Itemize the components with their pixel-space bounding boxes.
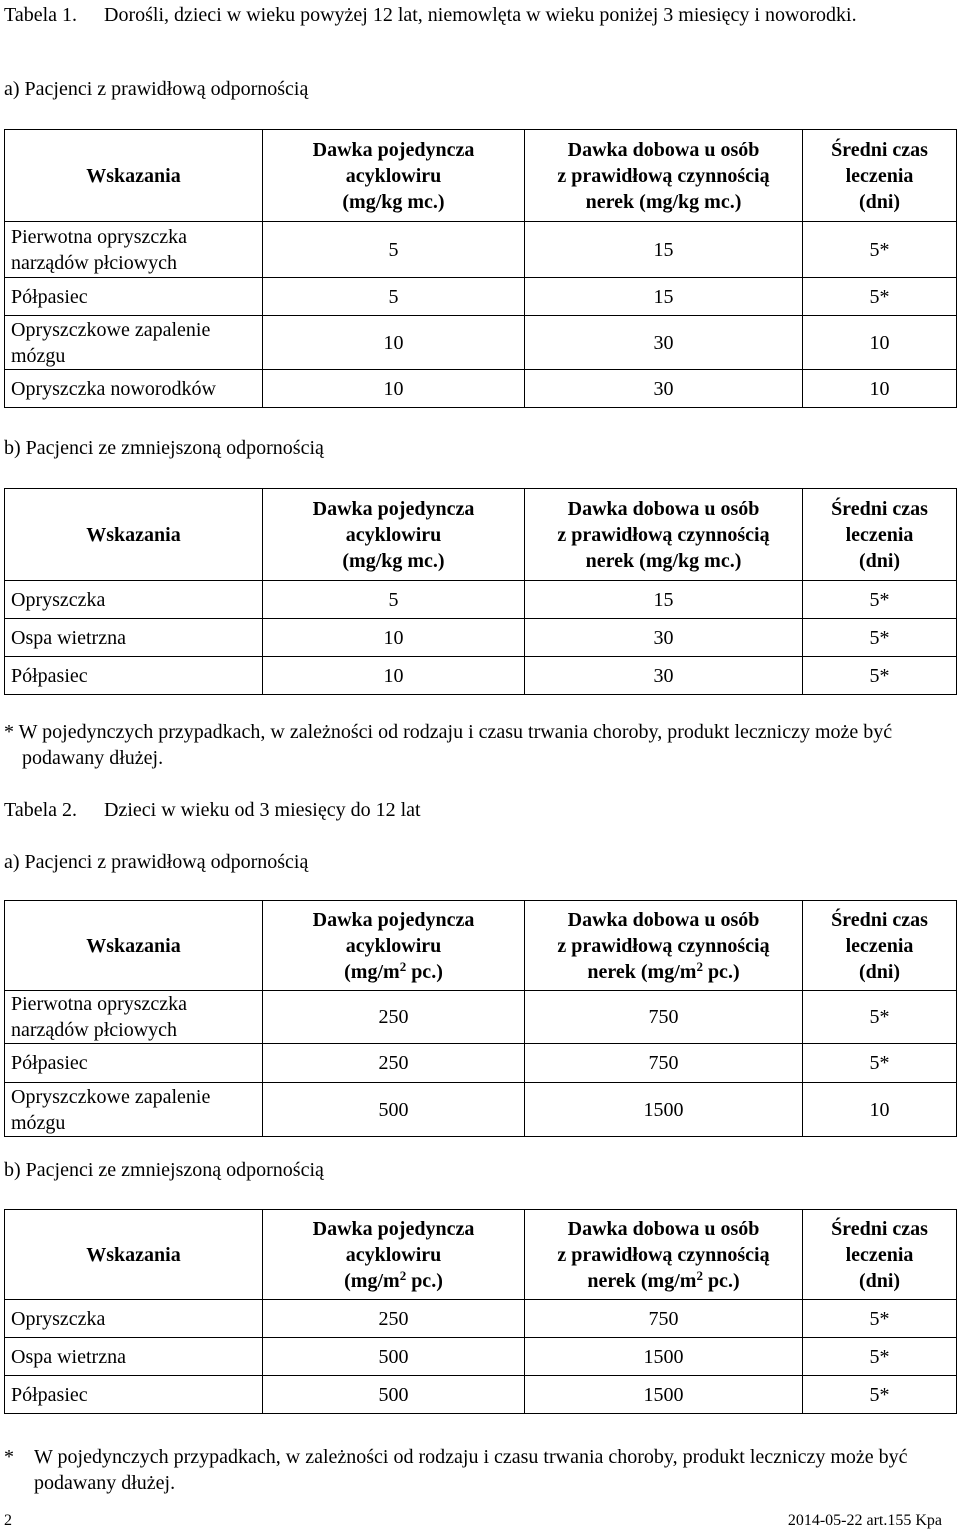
cell-single-dose: 10 (263, 370, 525, 408)
cell-indication: Półpasiec (5, 657, 263, 695)
table1-caption-label: Tabela 1. (4, 4, 78, 26)
table-row (5, 316, 957, 370)
table2-a (4, 900, 957, 1137)
cell-indication: Ospa wietrzna (5, 619, 263, 657)
cell-duration: 5* (803, 1376, 957, 1414)
table1-section-b-title: b) Pacjenci ze zmniejszoną odpornością (4, 437, 324, 459)
cell-duration: 5* (803, 1044, 957, 1083)
cell-single-dose: 500 (263, 1338, 525, 1376)
table-header-row (5, 489, 957, 581)
header-daily-dose: Dawka dobowa u osób z prawidłową czynnością nerek ($mg/m^2$ pc.) (525, 1210, 803, 1300)
cell-single-dose: 10 (263, 316, 525, 370)
cell-daily-dose: 15 (525, 222, 803, 278)
header-daily-dose: Dawka dobowa u osób z prawidłową czynnością nerek (mg/kg mc.) (525, 130, 803, 222)
table-row (5, 1300, 957, 1338)
cell-single-dose: 5 (263, 278, 525, 316)
cell-daily-dose: 750 (525, 1300, 803, 1338)
table1-section-a-title: a) Pacjenci z prawidłową odpornością (4, 78, 309, 100)
cell-indication: Pierwotna opryszczka narządów płciowych (5, 222, 263, 278)
table2-caption-text: Dzieci w wieku od 3 miesięcy do 12 lat (104, 799, 421, 821)
table1-caption (4, 2, 954, 28)
table2-section-a-title: a) Pacjenci z prawidłową odpornością (4, 851, 309, 873)
table2-section-b-title: b) Pacjenci ze zmniejszoną odpornością (4, 1159, 324, 1181)
table2-footnote (4, 1444, 949, 1496)
table-row (5, 222, 957, 278)
cell-indication: Opryszczka noworodków (5, 370, 263, 408)
cell-single-dose: 5 (263, 581, 525, 619)
header-single-dose: Dawka pojedyncza acyklowiru (mg/kg mc.) (263, 489, 525, 581)
table-row (5, 1338, 957, 1376)
footnote-text: W pojedynczych przypadkach, w zależności od rodzaju i czasu trwania choroby, produkt leczniczy może być podawany dłużej. (34, 1446, 908, 1494)
cell-duration: 10 (803, 316, 957, 370)
header-wskazania: Wskazania (5, 489, 263, 581)
cell-indication: Półpasiec (5, 1376, 263, 1414)
table-row (5, 370, 957, 408)
cell-indication: Ospa wietrzna (5, 1338, 263, 1376)
header-duration: Średni czas leczenia (dni) (803, 901, 957, 991)
cell-duration: 5* (803, 619, 957, 657)
cell-single-dose: 500 (263, 1083, 525, 1137)
header-daily-dose: Dawka dobowa u osób z prawidłową czynnością nerek ($mg/m^2$ pc.) (525, 901, 803, 991)
cell-single-dose: 5 (263, 222, 525, 278)
cell-daily-dose: 750 (525, 1044, 803, 1083)
header-wskazania: Wskazania (5, 901, 263, 991)
header-single-dose: Dawka pojedyncza acyklowiru ($mg/m^2$ pc.) (263, 901, 525, 991)
footnote-mark: * (4, 1446, 14, 1468)
table-row (5, 619, 957, 657)
cell-daily-dose: 30 (525, 619, 803, 657)
cell-daily-dose: 30 (525, 657, 803, 695)
table1-a (4, 129, 957, 408)
cell-indication: Półpasiec (5, 278, 263, 316)
header-wskazania: Wskazania (5, 1210, 263, 1300)
cell-daily-dose: 30 (525, 316, 803, 370)
cell-duration: 10 (803, 370, 957, 408)
table1-b (4, 488, 957, 695)
table1-caption-text: Dorośli, dzieci w wieku powyżej 12 lat, niemowlęta w wieku poniżej 3 miesięcy i noworodki. (104, 4, 857, 26)
cell-single-dose: 250 (263, 1044, 525, 1083)
cell-indication: Opryszczkowe zapalenie mózgu (5, 316, 263, 370)
header-daily-dose: Dawka dobowa u osób z prawidłową czynnością nerek (mg/kg mc.) (525, 489, 803, 581)
cell-indication: Półpasiec (5, 1044, 263, 1083)
cell-duration: 5* (803, 581, 957, 619)
table-row (5, 278, 957, 316)
header-single-dose: Dawka pojedyncza acyklowiru ($mg/m^2$ pc.) (263, 1210, 525, 1300)
page-number: 2 (4, 1512, 12, 1529)
table-header-row (5, 130, 957, 222)
cell-duration: 10 (803, 1083, 957, 1137)
table-row (5, 1044, 957, 1083)
header-single-dose: Dawka pojedyncza acyklowiru (mg/kg mc.) (263, 130, 525, 222)
cell-duration: 5* (803, 1338, 957, 1376)
document-reference: 2014-05-22 art.155 Kpa (787, 1512, 942, 1529)
table1-footnote: * W pojedynczych przypadkach, w zależności od rodzaju i czasu trwania choroby, produkt leczniczy może być podawany dłużej. (4, 721, 893, 769)
table-row (5, 1083, 957, 1137)
table-row (5, 991, 957, 1044)
cell-single-dose: 250 (263, 1300, 525, 1338)
table2-caption-label: Tabela 2. (4, 799, 78, 821)
cell-duration: 5* (803, 222, 957, 278)
cell-daily-dose: 15 (525, 581, 803, 619)
cell-single-dose: 10 (263, 657, 525, 695)
table-header-row (5, 1210, 957, 1300)
cell-single-dose: 500 (263, 1376, 525, 1414)
cell-duration: 5* (803, 657, 957, 695)
table2-caption (4, 797, 954, 823)
table-row (5, 581, 957, 619)
cell-duration: 5* (803, 991, 957, 1044)
cell-daily-dose: 15 (525, 278, 803, 316)
table-row (5, 657, 957, 695)
cell-indication: Opryszczka (5, 1300, 263, 1338)
header-wskazania: Wskazania (5, 130, 263, 222)
cell-indication: Opryszczka (5, 581, 263, 619)
cell-duration: 5* (803, 278, 957, 316)
header-duration: Średni czas leczenia (dni) (803, 130, 957, 222)
cell-single-dose: 10 (263, 619, 525, 657)
cell-daily-dose: 1500 (525, 1083, 803, 1137)
cell-daily-dose: 1500 (525, 1376, 803, 1414)
table-header-row (5, 901, 957, 991)
cell-indication: Opryszczkowe zapalenie mózgu (5, 1083, 263, 1137)
cell-duration: 5* (803, 1300, 957, 1338)
header-duration: Średni czas leczenia (dni) (803, 489, 957, 581)
table-row (5, 1376, 957, 1414)
header-duration: Średni czas leczenia (dni) (803, 1210, 957, 1300)
cell-indication: Pierwotna opryszczka narządów płciowych (5, 991, 263, 1044)
table2-b (4, 1209, 957, 1414)
cell-daily-dose: 30 (525, 370, 803, 408)
cell-daily-dose: 750 (525, 991, 803, 1044)
cell-daily-dose: 1500 (525, 1338, 803, 1376)
cell-single-dose: 250 (263, 991, 525, 1044)
